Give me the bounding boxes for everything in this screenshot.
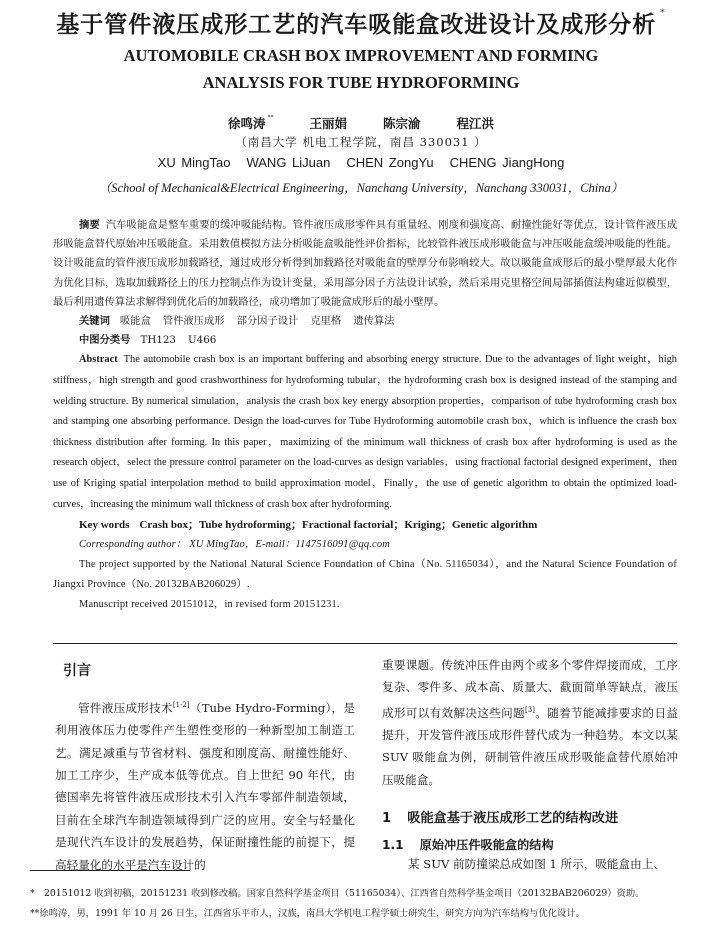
- clc-code: TH123: [140, 334, 176, 347]
- keywords-en: [53, 515, 677, 535]
- clc-code: U466: [188, 334, 217, 347]
- keywords-en-label: Key words: [79, 519, 130, 532]
- title-en-line2: ANALYSIS FOR TUBE HYDROFORMING: [202, 73, 520, 92]
- intro-paragraph-continued: 重要课题。传统冲压件由两个或多个零件焊接而成，工序复杂、零件多、成本高、质量大、截面简单等缺点，液压成形可以有效解决这些问题[3]。随着节能减排要求的日益提升，开发管件液压成形件替代成为一种趋势。本文以某 SUV 吸能盒为例，研制管件液压成形吸能盒替代原始冲压吸能盒。: [382, 658, 678, 787]
- abstract-en: [53, 350, 677, 515]
- abstract-en-label: Abstract: [79, 354, 118, 366]
- author-en-4: CHENG JiangHong: [449, 155, 565, 170]
- abstract-divider: [53, 643, 677, 644]
- author-en-3: CHEN ZongYu: [346, 155, 434, 170]
- author-en-1: XU MingTao: [157, 155, 231, 170]
- footnote-1: * 20151012 收到初稿，20151231 收到修改稿。国家自然科学基金项目（51165034）、江西省自然科学基金项目（20132BAB206029）资助。: [30, 888, 645, 899]
- title-en-line1: AUTOMOBILE CRASH BOX IMPROVEMENT AND FORMING: [123, 46, 599, 65]
- abstract-cn: [53, 216, 677, 312]
- citation-ref: [1-2]: [172, 701, 190, 709]
- section-1-1-text: 某 SUV 前防撞梁总成如图 1 所示，吸能盒由上、: [408, 857, 665, 872]
- section-1-heading: 1 吸能盒基于液压成形工艺的结构改进: [382, 811, 619, 827]
- clc-label: 中图分类号: [79, 334, 131, 347]
- keyword-cn: 管件液压成形: [162, 315, 225, 328]
- left-column: [55, 660, 355, 876]
- abstract-block: [53, 216, 677, 614]
- project-support: The project supported by the National Natural Science Foundation of China（No. 51165034），and the Natural Science Foundation of Jiangxi Province（No. 20132BAB206029）.: [53, 558, 677, 590]
- citation-ref: [3]: [525, 705, 535, 714]
- abstract-cn-text: 汽车吸能盒是整车重要的缓冲吸能结构。管件液压成形零件具有重量轻、刚度和强度高、耐撞性能好等优点，设计管件液压成形吸能盒替代原始冲压吸能盒。采用数值模拟方法分析吸能盒吸能性评价指标，比较管件液压成形吸能盒与冲压吸能盒缓冲吸能的性能。设计吸能盒的管件液压成形加载路径，通过成形分析得到加载路径对吸能盒的壁厚分布影响较大。故以吸能盒成形后的最小壁厚最大化作为优化目标，选取加载路径上的压力控制点作为设计变量，采用部分因子方法设计试验，然后采用克里格空间局部插值法构建近似模型，最后利用遗传算法求解得到优化后的加载路径，成功增加了吸能盒成形后的最小壁厚。: [53, 219, 678, 308]
- keyword-cn: 吸能盒: [119, 315, 151, 328]
- footnotes: [30, 884, 700, 924]
- intro-paragraph: 管件液压成形技术[1-2]（Tube Hydro-Forming），是利用液体压力使零件产生塑性变形的一种新型加工制造工艺。满足减重与节省材料、强度和刚度高、耐撞性能好、加工工序少，生产成本低等优点。自上世纪 90 年代，由德国率先将管件液压成形技术引入汽车零部件制造领域，目前在全球汽车制造领域得到广泛的应用。安全与轻量化是现代汽车设计的发展趋势，保证耐撞性能的前提下，提高轻量化的水平是汽车设计的: [55, 700, 355, 872]
- title-footnote-mark: *: [660, 8, 666, 18]
- keyword-cn: 部分因子设计: [236, 315, 299, 328]
- keywords-cn: [53, 312, 677, 331]
- affiliation-cn: （南昌大学 机电工程学院，南昌 330031 ）: [235, 135, 487, 149]
- manuscript-received: Manuscript received 20151012，in revised form 20151231.: [79, 598, 340, 610]
- footnote-2: **徐鸣涛，男，1991 年 10 月 26 日生，江西省乐平市人，汉族，南昌大学机电工程学硕士研究生，研究方向为汽车结构与优化设计。: [30, 908, 585, 919]
- right-column: [382, 654, 678, 876]
- author-cn-2: 王丽娟: [309, 116, 347, 131]
- clc-number: [53, 331, 677, 350]
- author-cn-1: 徐鸣涛 **: [227, 114, 274, 131]
- corresponding-label: Corresponding author：: [79, 539, 187, 551]
- authors-cn: [0, 114, 722, 132]
- keyword-cn: 遗传算法: [353, 315, 395, 328]
- keyword-cn: 克里格: [310, 315, 342, 328]
- intro-heading: 引言: [63, 663, 91, 679]
- keywords-en-text: Crash box；Tube hydroforming；Fractional factorial；Kriging；Genetic algorithm: [139, 519, 538, 532]
- affiliation-en: （School of Mechanical&Electrical Engineering，Nanchang University，Nanchang 330031，China）: [98, 181, 624, 195]
- corresponding-text: XU MingTao，E-mail：1147516091@qq.com: [189, 539, 390, 551]
- author-cn-4: 程江洪: [456, 116, 495, 131]
- author-cn-3: 陈宗渝: [383, 116, 421, 131]
- title-cn: 基于管件液压成形工艺的汽车吸能盒改进设计及成形分析 *: [56, 8, 666, 38]
- abstract-cn-label: 摘要: [79, 219, 100, 231]
- footnote-divider: [30, 870, 190, 871]
- author-en-2: WANG LiJuan: [246, 155, 331, 170]
- subsection-1-1-heading: 1.1 原始冲压件吸能盒的结构: [382, 838, 554, 853]
- corresponding-author: [53, 535, 677, 555]
- keywords-cn-label: 关键词: [79, 315, 110, 328]
- abstract-en-text: The automobile crash box is an important buffering and absorbing energy structure. Due to the advantages of light weight，high stiffness，high strength and good crashworthiness for hydroforming tubular，the hydroforming crash box is designed instead of the stamping and welding structure. By numerical simulation，analysis the crash box key energy absorption properties，comparison of tube hydroforming crash box and stamping one absorbing performance. Design the load-curves for Tube Hydroforming automobile crash box，which is influence the crash box thickness distribution after forming. In this paper，maximizing of the minimum wall thickness of crash box after hydroforming is used as the research object，select the pressure control parameter on the load-curves as design variables，using fractional factorial designed experiment，then use of Kriging spatial interpolation method to build approximation model，Finally，the use of genetic algorithm to obtain the optimized load-curves，increasing the minimum wall thickness of crash box after hydroforming.: [53, 354, 677, 510]
- authors-en: [0, 155, 722, 170]
